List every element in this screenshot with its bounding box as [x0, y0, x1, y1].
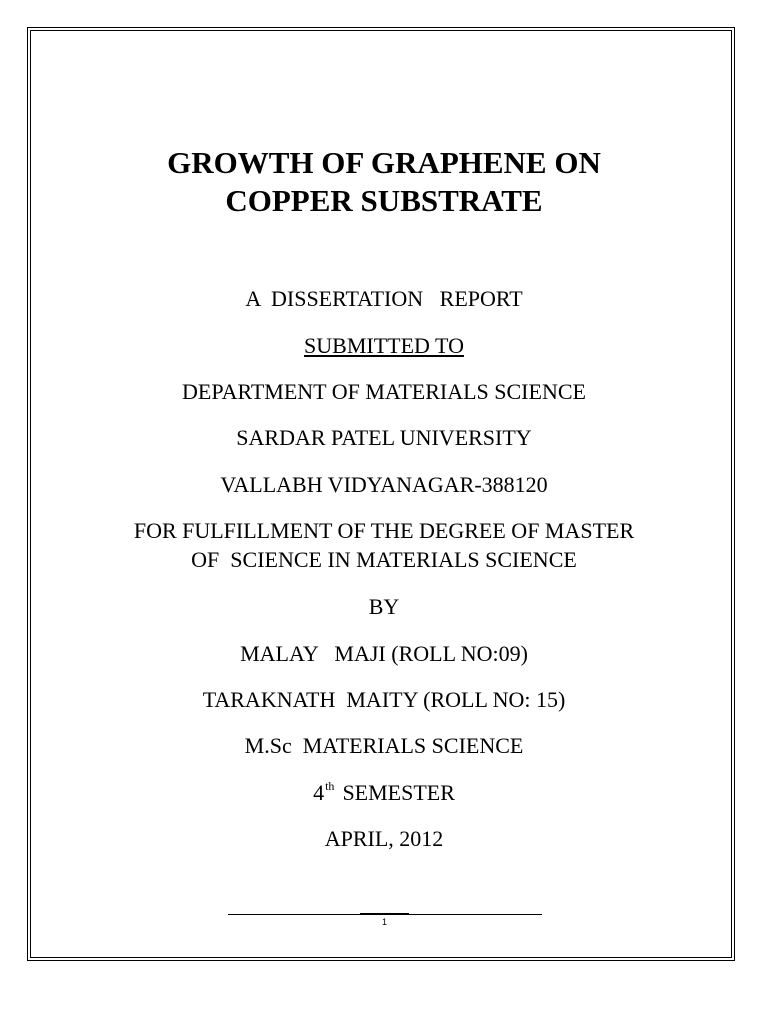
semester [30, 780, 738, 809]
author-1: MALAY MAJI (ROLL NO:09) [240, 641, 528, 666]
submitted-to-wrapper [30, 333, 738, 359]
department: DEPARTMENT OF MATERIALS SCIENCE [182, 379, 586, 404]
semester-number: 4 [313, 780, 325, 805]
author-2: TARAKNATH MAITY (ROLL NO: 15) [202, 687, 566, 712]
page-number: 1 [381, 917, 387, 927]
footer-tab [360, 913, 409, 915]
purpose-line-2: OF SCIENCE IN MATERIALS SCIENCE [191, 547, 577, 572]
university: SARDAR PATEL UNIVERSITY [236, 425, 532, 450]
course: M.Sc MATERIALS SCIENCE [244, 733, 524, 758]
submitted-to: SUBMITTED TO [304, 333, 464, 358]
title-line-1: GROWTH OF GRAPHENE ON [167, 145, 601, 180]
title-line-2: COPPER SUBSTRATE [225, 183, 543, 218]
by-label: BY [368, 594, 400, 619]
address: VALLABH VIDYANAGAR-388120 [220, 472, 548, 497]
purpose-line-1: FOR FULFILLMENT OF THE DEGREE OF MASTER [133, 518, 635, 543]
date: APRIL, 2012 [324, 826, 444, 851]
semester-suffix: th [325, 779, 335, 793]
semester-label: SEMESTER [342, 780, 455, 805]
report-type: A DISSERTATION REPORT [245, 286, 523, 311]
